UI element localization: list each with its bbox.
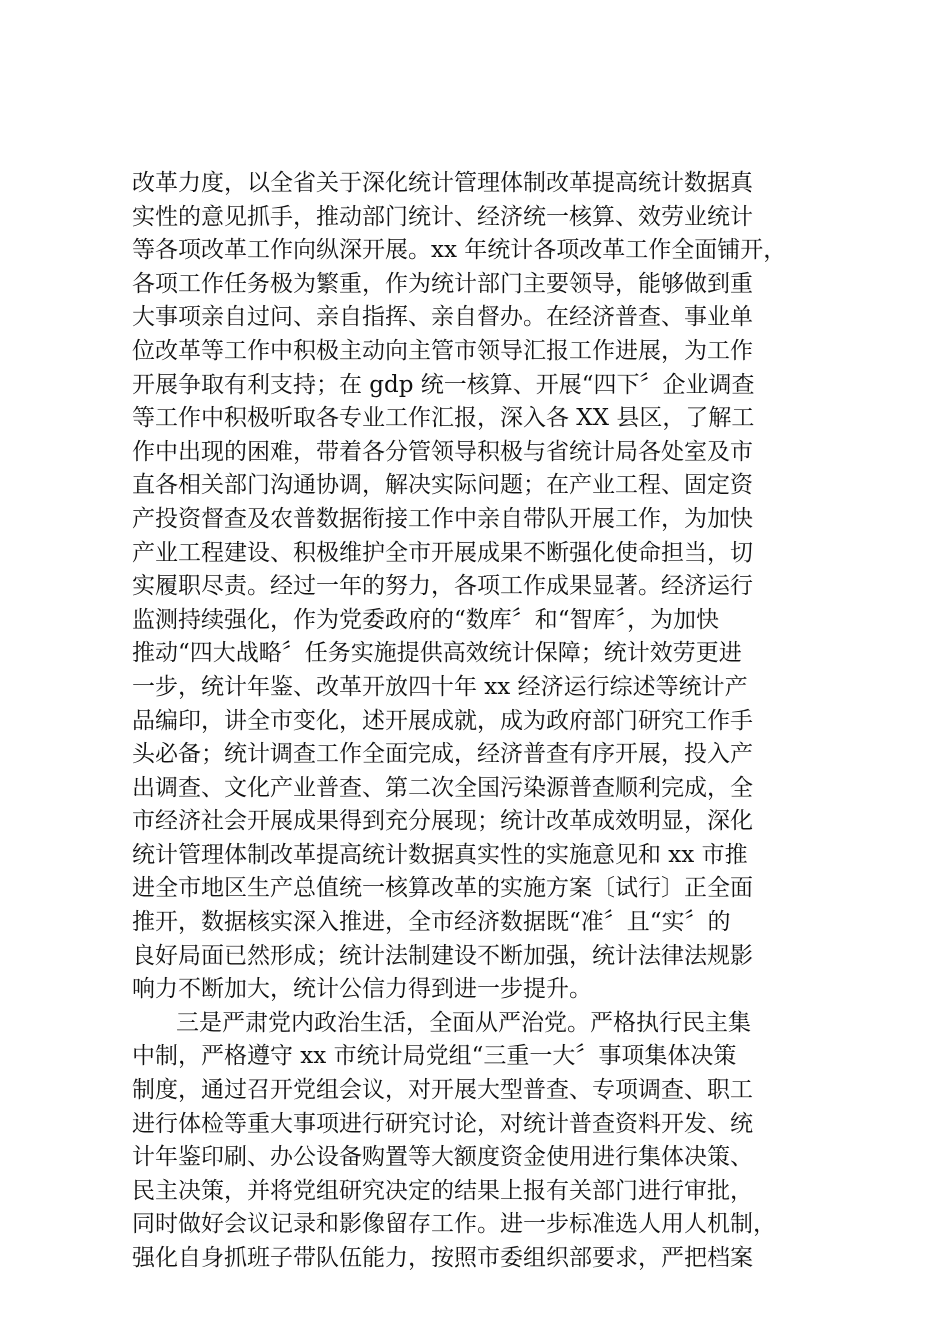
text-line: 大事项亲自过问、亲自指挥、亲自督办。在经济普查、事业单 — [132, 304, 753, 331]
text-line: 位改革等工作中积极主动向主管市领导汇报工作进展，为工作 — [132, 337, 753, 364]
text-line: 产业工程建设、积极维护全市开展成果不断强化使命担当，切 — [132, 539, 753, 566]
body-text — [132, 167, 832, 1276]
text-line: 等各项改革工作向纵深开展。xx 年统计各项改革工作全面铺开， — [132, 237, 787, 264]
text-line: 一步，统计年鉴、改革开放四十年 xx 经济运行综述等统计产 — [132, 673, 748, 700]
text-line: 制度，通过召开党组会议，对开展大型普查、专项调查、职工 — [132, 1077, 753, 1104]
text-line: 实履职尽责。经过一年的努力，各项工作成果显著。经济运行 — [132, 573, 753, 600]
paragraph-1 — [132, 167, 832, 1007]
text-line: 推动“四大战略〞任务实施提供高效统计保障；统计效劳更进 — [132, 640, 742, 667]
text-line: 改革力度，以全省关于深化统计管理体制改革提高统计数据真 — [132, 170, 753, 196]
text-line: 头必备；统计调查工作全面完成，经济普查有序开展，投入产 — [132, 741, 753, 768]
text-line: 强化自身抓班子带队伍能力，按照市委组织部要求，严把档案 — [132, 1245, 753, 1271]
text-line: 实性的意见抓手，推动部门统计、经济统一核算、效劳业统计 — [132, 203, 753, 230]
text-line: 推开，数据核实深入推进，全市经济数据既“准〞且“实〞的 — [132, 909, 731, 936]
text-line: 进行体检等重大事项进行研究讨论，对统计普查资料开发、统 — [132, 1110, 753, 1137]
text-line: 中制，严格遵守 xx 市统计局党组“三重一大〞事项集体决策 — [132, 1043, 737, 1070]
text-line: 产投资督查及农普数据衔接工作中亲自带队开展工作，为加快 — [132, 505, 753, 532]
text-line: 计年鉴印刷、办公设备购置等大额度资金使用进行集体决策、 — [132, 1144, 753, 1171]
text-line: 统计管理体制改革提高统计数据真实性的实施意见和 xx 市推 — [132, 841, 748, 868]
text-line: 出调查、文化产业普查、第二次全国污染源普查顺利完成，全 — [132, 774, 753, 801]
text-line: 开展争取有利支持；在 gdp 统一核算、开展“四下〞企业调查 — [132, 371, 755, 398]
text-line: 同时做好会议记录和影像留存工作。进一步标准选人用人机制， — [132, 1211, 776, 1238]
text-line: 三是严肃党内政治生活，全面从严治党。严格执行民主集 — [176, 1009, 751, 1036]
text-line: 良好局面已然形成；统计法制建设不断加强，统计法律法规影 — [132, 942, 753, 969]
text-line: 监测持续强化，作为党委政府的“数库〞和“智库〞，为加快 — [132, 606, 720, 633]
text-line: 品编印，讲全市变化，述开展成就，成为政府部门研究工作手 — [132, 707, 753, 734]
text-line: 各项工作任务极为繁重，作为统计部门主要领导，能够做到重 — [132, 270, 753, 297]
text-line: 直各相关部门沟通协调，解决实际问题；在产业工程、固定资 — [132, 472, 753, 499]
paragraph-2 — [132, 1007, 832, 1276]
text-line: 市经济社会开展成果得到充分展现；统计改革成效明显，深化 — [132, 808, 753, 835]
text-line: 作中出现的困难，带着各分管领导积极与省统计局各处室及市 — [132, 438, 753, 465]
text-line: 等工作中积极听取各专业工作汇报，深入各 XX 县区，了解工 — [132, 405, 755, 432]
text-line: 进全市地区生产总值统一核算改革的实施方案〔试行〕正全面 — [132, 875, 753, 902]
text-line: 响力不断加大，统计公信力得到进一步提升。 — [132, 976, 592, 1003]
text-line: 民主决策，并将党组研究决定的结果上报有关部门进行审批， — [132, 1177, 753, 1204]
